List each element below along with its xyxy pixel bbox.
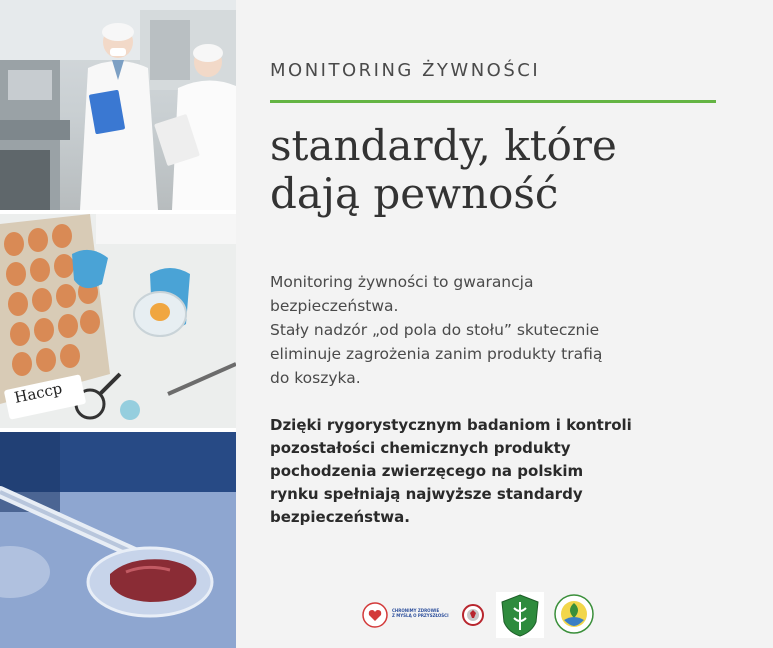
- eagle-emblem-icon: [462, 604, 484, 626]
- partner-logos: [362, 590, 622, 640]
- accent-divider: [270, 100, 716, 103]
- intro-line-5: do koszyka.: [270, 369, 361, 387]
- headline-line-1: standardy, które: [270, 121, 617, 170]
- highlight-line-2: pozostałości chemicznych produkty: [270, 439, 571, 457]
- highlight-paragraph: [270, 414, 710, 529]
- haccp-sign-text: Haccp: [12, 379, 64, 407]
- heart-logo-icon: [362, 602, 388, 628]
- national-program-logo-icon: [554, 594, 594, 634]
- campaign-logo-text: CHRONIMY ZDROWIE Z MYŚLĄ O PRZYSZŁOŚCI: [392, 608, 449, 618]
- photo-column: [0, 0, 236, 648]
- highlight-line-3: pochodzenia zwierzęcego na polskim: [270, 462, 584, 480]
- intro-line-2: bezpieczeństwa.: [270, 297, 399, 315]
- content-panel: [236, 0, 773, 648]
- headline: [270, 122, 740, 218]
- headline-line-2: dają pewność: [270, 169, 559, 218]
- photo-food-inspectors: [0, 0, 236, 210]
- food-plant-illustration: [0, 0, 236, 210]
- highlight-line-4: rynku spełniają najwyższe standardy: [270, 485, 583, 503]
- highlight-line-1: Dzięki rygorystycznym badaniom i kontroli: [270, 416, 632, 434]
- intro-line-4: eliminuje zagrożenia zanim produkty trafią: [270, 345, 603, 363]
- intro-line-1: Monitoring żywności to gwarancja: [270, 273, 534, 291]
- veterinary-inspection-logo-icon: [496, 592, 544, 638]
- kicker-title: MONITORING ŻYWNOŚCI: [270, 60, 541, 81]
- intro-paragraph: [270, 270, 710, 390]
- highlight-line-5: bezpieczeństwa.: [270, 508, 410, 526]
- meat-lab-illustration: [0, 432, 236, 648]
- photo-eggs-haccp: [0, 214, 236, 428]
- intro-line-3: Stały nadzór „od pola do stołu” skutecznie: [270, 321, 600, 339]
- photo-meat-sample: [0, 432, 236, 648]
